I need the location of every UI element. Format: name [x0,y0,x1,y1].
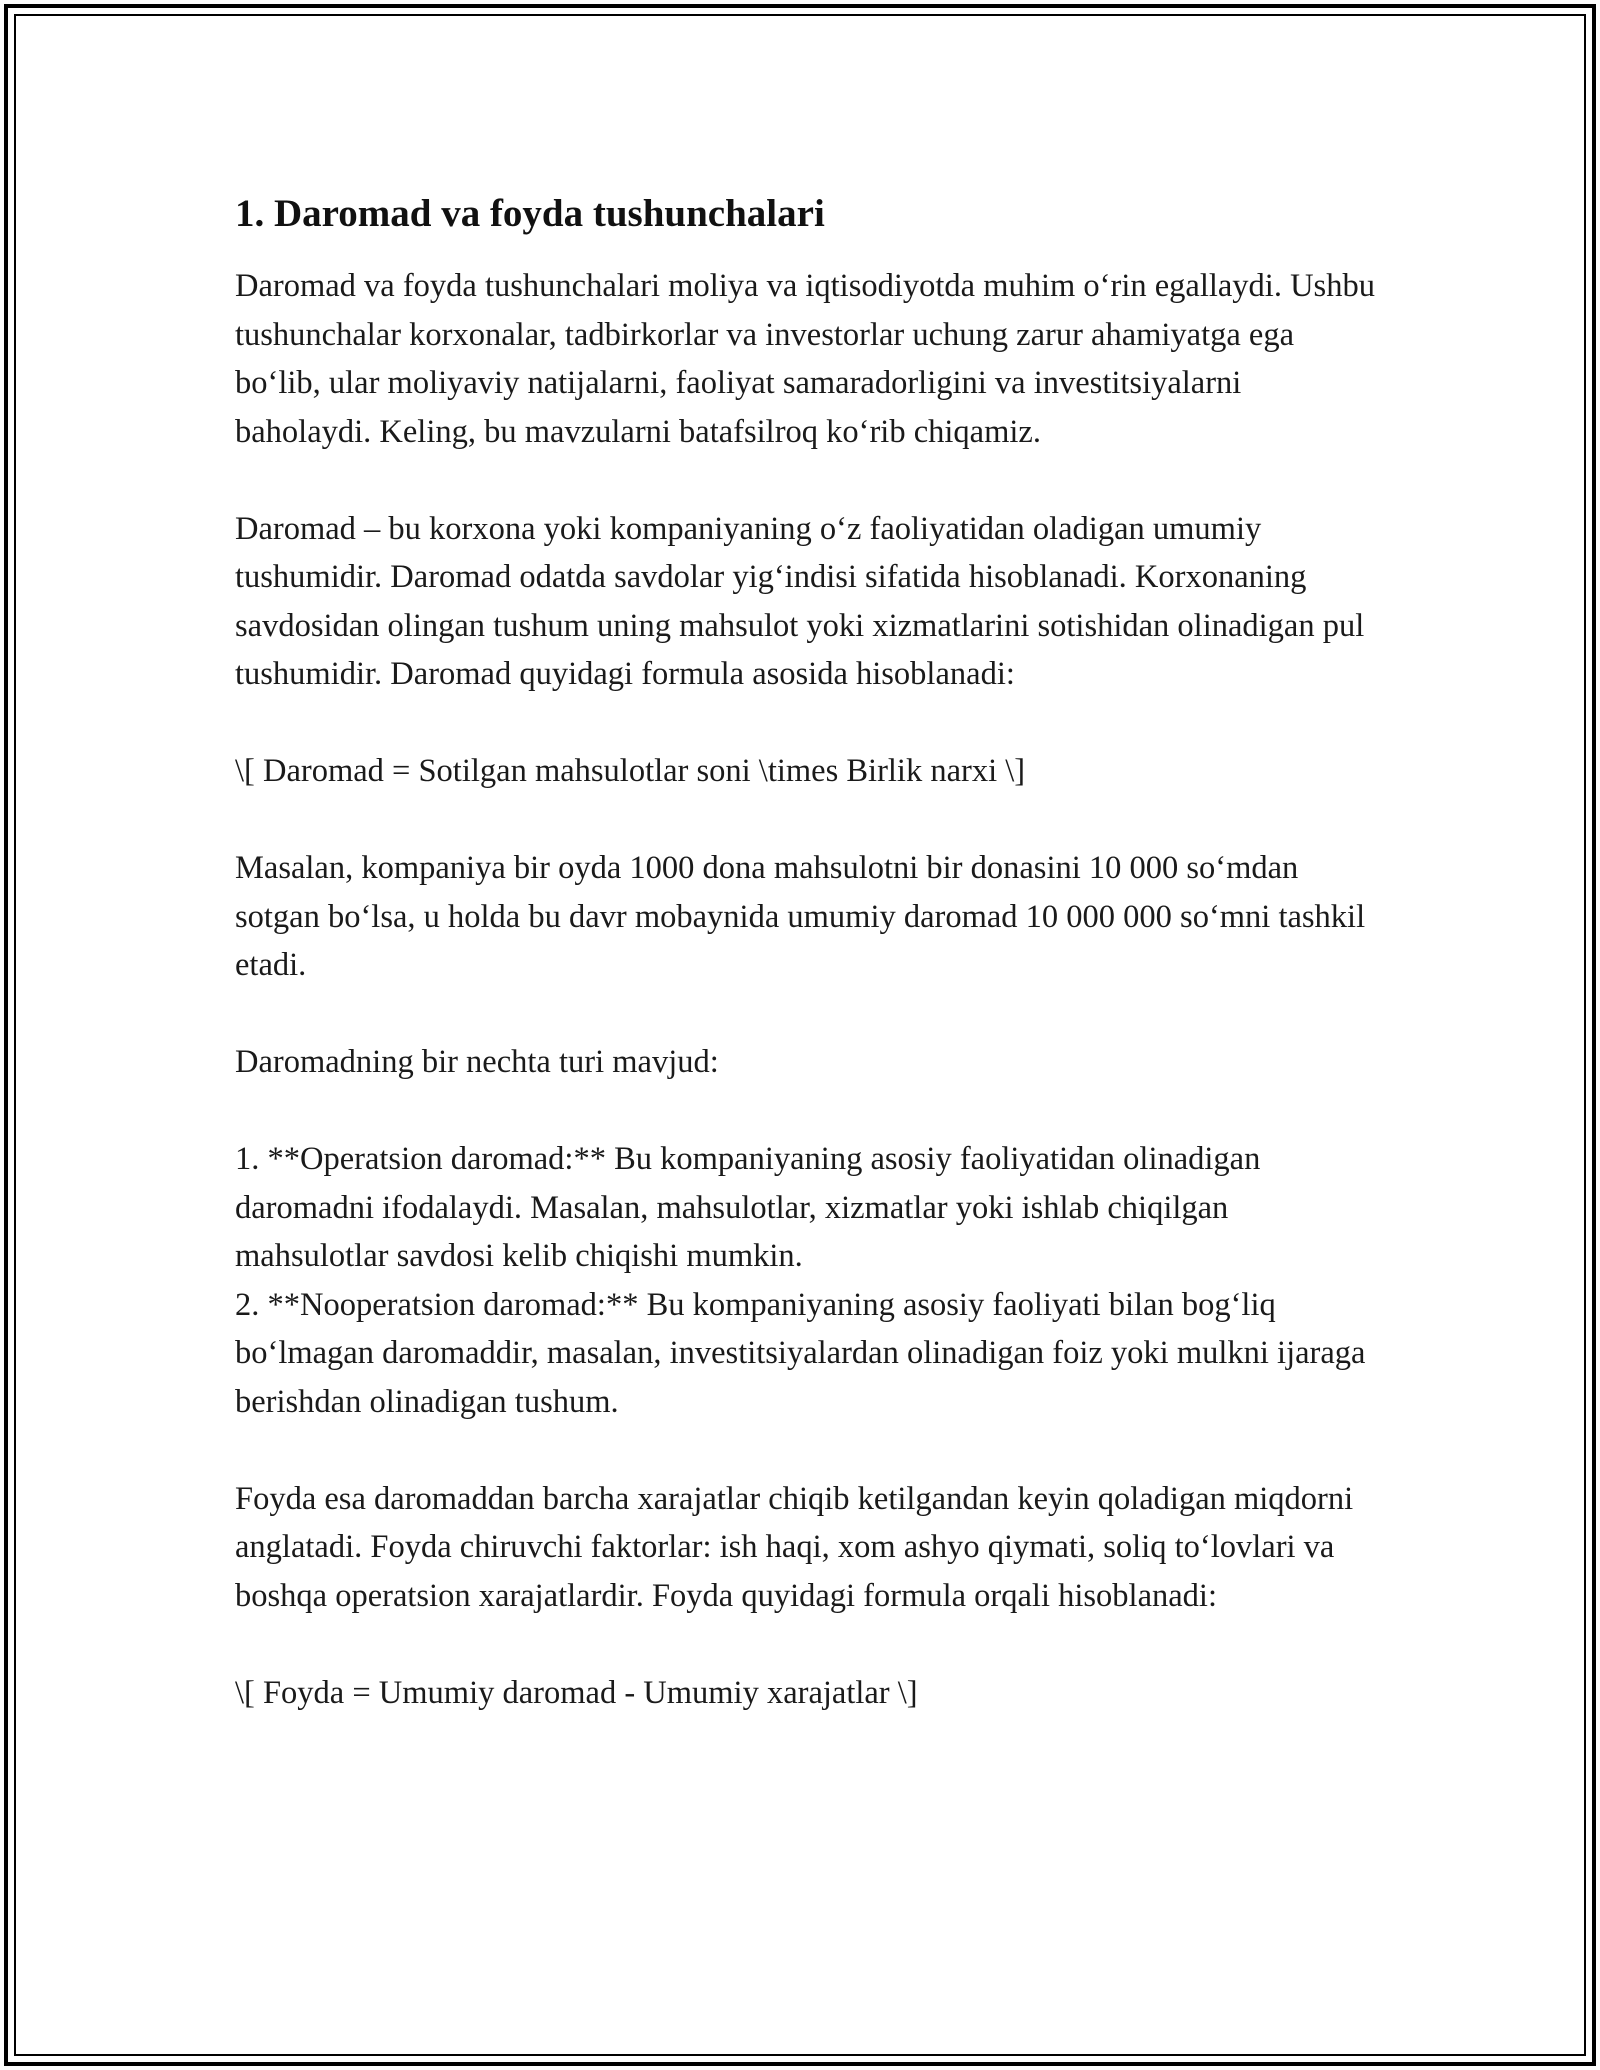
revenue-types-list: 1. **Operatsion daromad:** Bu kompaniyaning asosiy faoliyatidan olinadigan daromadni ifodalaydi. Masalan, mahsulotlar, xizmatlar yoki ishlab chiqilgan mahsulotlar savdosi kelib chiqishi mumkin. 2. **Nooperatsion daromad:** Bu kompaniyaning asosiy faoliyati bilan bog‘liq bo‘lmagan daromaddir, masalan, investitsiyalardan olinadigan foiz yoki mulkni ijaraga berishdan olinadigan tushum. [235,1141,1366,1420]
revenue-formula: \[ Daromad = Sotilgan mahsulotlar soni \times Birlik narxi \] [235,753,1026,789]
document-body [235,188,1375,1717]
intro-paragraph: Daromad va foyda tushunchalari moliya va iqtisodiyotda muhim o‘rin egallaydi. Ushbu tushunchalar korxonalar, tadbirkorlar va investorlar uchung zarur ahamiyatga ega bo‘lib, ular moliyaviy natijalarni, faoliyat samaradorligini va investitsiyalarni baholaydi. Keling, bu mavzularni batafsilroq ko‘rib chiqamiz. [235,268,1375,450]
profit-definition-paragraph: Foyda esa daromaddan barcha xarajatlar chiqib ketilgandan keyin qoladigan miqdorni anglatadi. Foyda chiruvchi faktorlar: ish haqi, xom ashyo qiymati, soliq to‘lovlari va boshqa operatsion xarajatlardir. Foyda quyidagi formula orqali hisoblanadi: [235,1480,1354,1614]
revenue-example-paragraph: Masalan, kompaniya bir oyda 1000 dona mahsulotni bir donasini 10 000 so‘mdan sotgan bo‘lsa, u holda bu davr mobaynida umumiy daromad 10 000 000 so‘mni tashkil etadi. [235,850,1366,983]
revenue-types-intro: Daromadning bir nechta turi mavjud: [235,1044,719,1080]
section-heading: 1. Daromad va foyda tushunchalari [235,192,825,235]
profit-formula: \[ Foyda = Umumiy daromad - Umumiy xarajatlar \] [235,1674,918,1711]
revenue-definition-paragraph: Daromad – bu korxona yoki kompaniyaning o‘z faoliyatidan oladigan umumiy tushumidir. Daromad odatda savdolar yig‘indisi sifatida hisoblanadi. Korxonaning savdosidan olingan tushum uning mahsulot yoki xizmatlarini sotishidan olinadigan pul tushumidir. Daromad quyidagi formula asosida hisoblanadi: [235,510,1365,692]
